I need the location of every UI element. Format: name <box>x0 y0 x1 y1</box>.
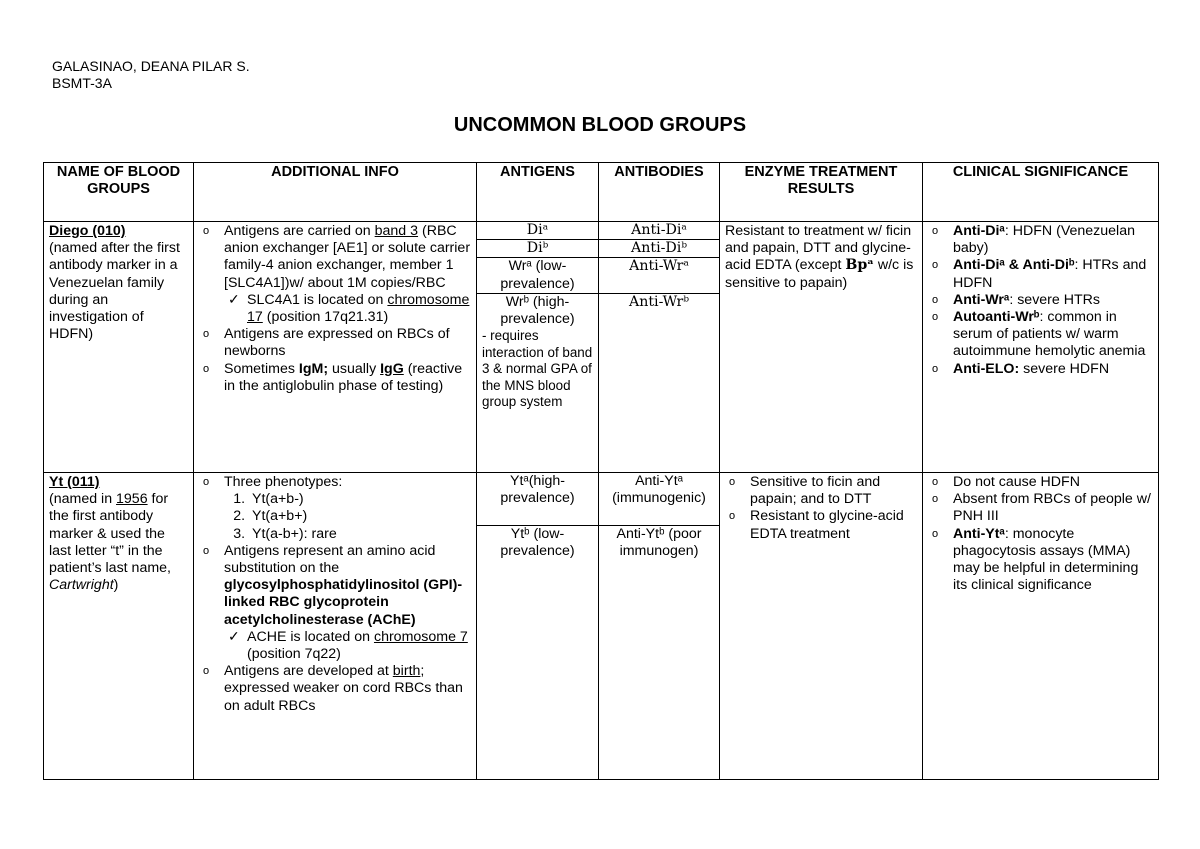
antigen: Ytᵃ(high-prevalence) <box>477 473 598 526</box>
antigen: Ytᵇ (low-prevalence) <box>500 526 575 560</box>
antibody: Anti-Wrᵃ <box>599 258 719 293</box>
antibody: Anti-Ytᵇ (poor immunogen) <box>616 526 702 560</box>
student-section: BSMT-3A <box>52 75 112 91</box>
blood-group-name: Diego (010) <box>49 223 126 239</box>
blood-group-name-note: (named after the first antibody marker in a Venezuelan family during an investigation of HDFN) <box>49 240 180 343</box>
clinical-item: o Anti-Diᵃ & Anti-Diᵇ: HTRs and HDFN <box>928 257 1153 291</box>
info-subitem: ✓ SLC4A1 is located on chromosome 17 (position 17q21.31) <box>224 292 471 326</box>
student-name: GALASINAO, DEANA PILAR S. <box>52 58 250 74</box>
phenotype-item: 2. Yt(a+b+) <box>249 508 471 525</box>
clinical-item: o Anti-ELO: severe HDFN <box>928 361 1153 378</box>
additional-info-cell <box>194 473 477 780</box>
column-header: CLINICAL SIGNIFICANCE <box>923 163 1159 222</box>
info-item: o Antigens represent an amino acid substitution on the glycosylphosphatidylinositol (GPI)-linked RBC glycoprotein acetylcholinesterase (AChE) ✓ ACHE is located on chromosome 7 (position 7q22) <box>199 543 471 663</box>
info-item: o Sometimes IgM; usually IgG (reactive in the antiglobulin phase of testing) <box>199 361 471 395</box>
enzyme-cell <box>720 473 923 780</box>
column-header: ANTIGENS <box>477 163 599 222</box>
antigen-note: - requires interaction of band 3 & normal GPA of the MNS blood group system <box>482 328 593 410</box>
column-header: NAME OF BLOOD GROUPS <box>44 163 194 222</box>
antibody: Anti-Ytᵃ (immunogenic) <box>599 473 719 526</box>
phenotype-item: 1. Yt(a+b-) <box>249 491 471 508</box>
antibody: Anti-Diᵇ <box>599 240 719 258</box>
info-subitem: ✓ ACHE is located on chromosome 7 (position 7q22) <box>224 629 471 663</box>
enzyme-item: o Sensitive to ficin and papain; and to DTT <box>725 474 917 508</box>
clinical-cell <box>923 473 1159 780</box>
antibodies-cell <box>599 473 720 780</box>
info-item: o Antigens are expressed on RBCs of newborns <box>199 326 471 360</box>
antigens-cell <box>477 473 599 780</box>
blood-group-name-note: (named in 1956 for the first antibody marker & used the last letter “t” in the patient’s last name, Cartwright) <box>49 491 171 594</box>
column-header: ADDITIONAL INFO <box>194 163 477 222</box>
clinical-item: o Anti-Ytᵃ: monocyte phagocytosis assays (MMA) may be helpful in determining its clinical significance <box>928 526 1153 595</box>
enzyme-item: o Resistant to glycine-acid EDTA treatment <box>725 508 917 542</box>
phenotype-item: 3. Yt(a-b+): rare <box>249 526 471 543</box>
blood-group-name-cell <box>44 473 194 780</box>
clinical-item: o Absent from RBCs of people w/ PNH III <box>928 491 1153 525</box>
antigen: Diᵇ <box>477 240 598 258</box>
info-item: o Antigens are developed at birth; expressed weaker on cord RBCs than on adult RBCs <box>199 663 471 715</box>
additional-info-cell <box>194 222 477 473</box>
info-item: o Antigens are carried on band 3 (RBC anion exchanger [AE1] or solute carrier family-4 anion exchanger, member 1 [SLC4A1])w/ about 1M copies/RBC ✓ SLC4A1 is located on chromosome 17 (position 17q21.31) <box>199 223 471 326</box>
table-header-row <box>44 163 1159 222</box>
antigens-cell <box>477 222 599 473</box>
blood-groups-table <box>43 162 1159 780</box>
page-title: UNCOMMON BLOOD GROUPS <box>453 114 747 136</box>
antigen: Diᵃ <box>477 222 598 240</box>
clinical-cell <box>923 222 1159 473</box>
antigen: Wrᵃ (low-prevalence) <box>477 258 598 293</box>
table-row-yt <box>44 473 1159 780</box>
clinical-item: o Autoanti-Wrᵇ: common in serum of patients w/ warm autoimmune hemolytic anemia <box>928 309 1153 361</box>
clinical-item: o Anti-Diᵃ: HDFN (Venezuelan baby) <box>928 223 1153 257</box>
clinical-item: o Anti-Wrᵃ: severe HTRs <box>928 292 1153 309</box>
antibody: Anti-Wrᵇ <box>628 293 690 310</box>
blood-group-name-cell <box>44 222 194 473</box>
table-row-diego <box>44 222 1159 473</box>
blood-group-name: Yt (011) <box>49 474 100 490</box>
antigen: Wrᵇ (high-prevalence) - requires interaction of band 3 & normal GPA of the MNS blood group system <box>482 293 593 410</box>
document-header <box>52 58 250 92</box>
enzyme-cell: Resistant to treatment w/ ficin and papain, DTT and glycine-acid EDTA (except Bpᵃ w/c is sensitive to papain) <box>720 222 923 473</box>
column-header: ENZYME TREATMENT RESULTS <box>720 163 923 222</box>
info-item: o Three phenotypes: 1. Yt(a+b-) 2. Yt(a+b+) 3. Yt(a-b+): rare <box>199 474 471 543</box>
column-header: ANTIBODIES <box>599 163 720 222</box>
antibody: Anti-Diᵃ <box>599 222 719 240</box>
antibodies-cell <box>599 222 720 473</box>
clinical-item: o Do not cause HDFN <box>928 474 1153 491</box>
